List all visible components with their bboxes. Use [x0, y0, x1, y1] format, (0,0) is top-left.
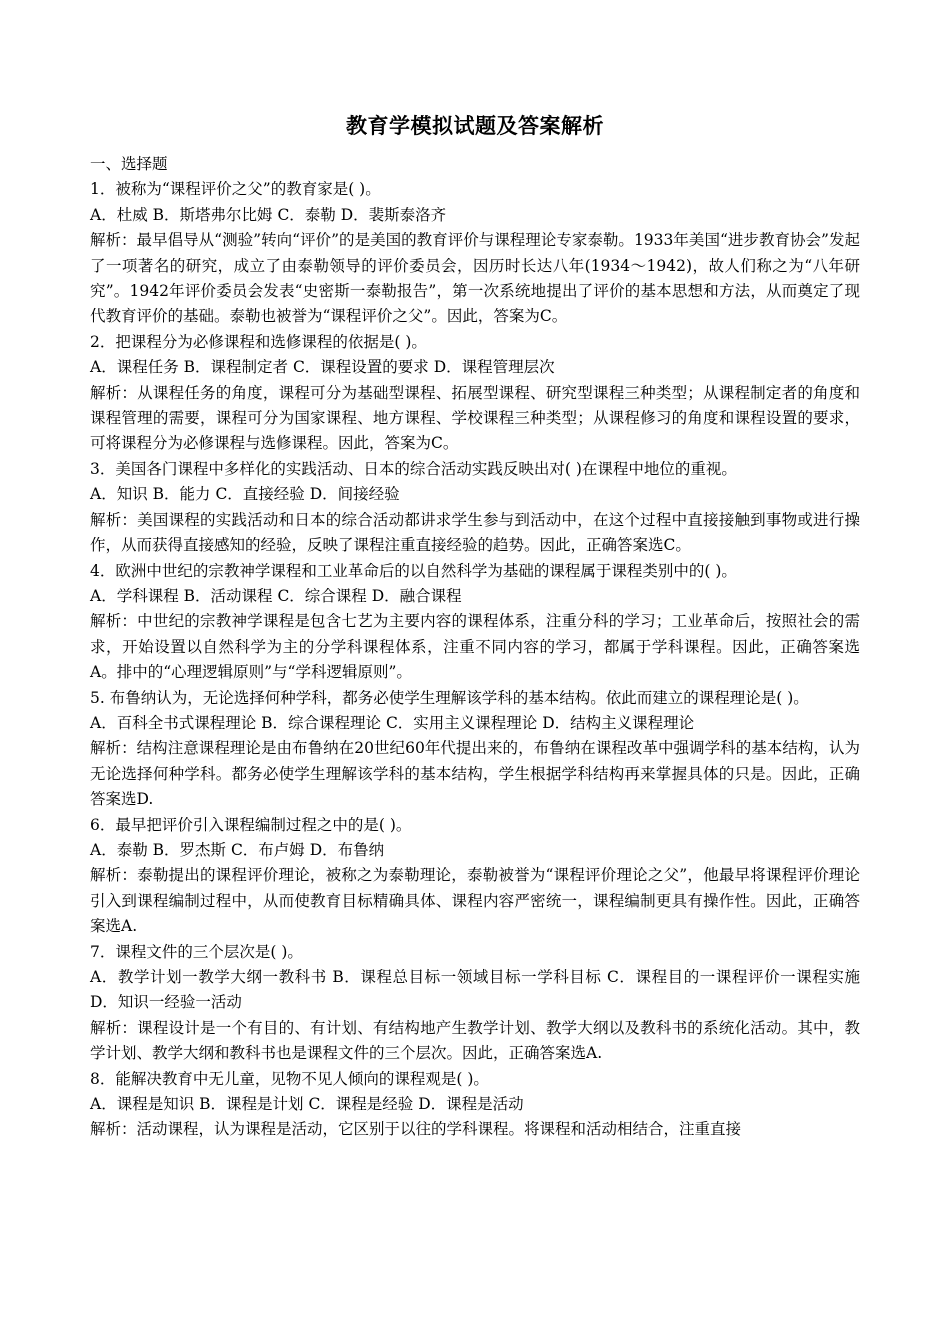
section-heading: 一、选择题: [90, 155, 168, 173]
question-block: [90, 457, 860, 559]
question-analysis: 解析：最早倡导从“测验”转向“评价”的是美国的教育评价与课程理论专家泰勒。1933年美国“进步教育协会”发起了一项著名的研究，成立了由泰勒领导的评价委员会，因历时长达八年(1934～1942)，故人们称之为“八年研究”。1942年评价委员会发表“史密斯一泰勒报告”，第一次系统地提出了评价的基本思想和方法，从而奠定了现代教育评价的基础。泰勒也被誉为“课程评价之父”。因此，答案为C。: [90, 231, 860, 326]
question-text: 5. 布鲁纳认为，无论选择何种学科，都务必使学生理解该学科的基本结构。依此而建立的课程理论是( )。: [90, 688, 809, 707]
question-list: [90, 177, 860, 1142]
question-options: A．课程任务 B．课程制定者 C．课程设置的要求 D．课程管理层次: [90, 358, 555, 377]
question-text: 3．美国各门课程中多样化的实践活动、日本的综合活动实践反映出对( )在课程中地位的重视。: [90, 459, 737, 478]
question-text: 1．被称为“课程评价之父”的教育家是( )。: [90, 180, 381, 199]
question-options: A．知识 B．能力 C．直接经验 D．间接经验: [90, 485, 400, 504]
question-options: A．学科课程 B．活动课程 C．综合课程 D．融合课程: [90, 586, 462, 605]
page-title: 教育学模拟试题及答案解析: [346, 114, 604, 138]
question-text: 8．能解决教育中无儿童，见物不见人倾向的课程观是( )。: [90, 1069, 489, 1088]
question-options: A．杜威 B．斯塔弗尔比姆 C．泰勒 D．裴斯泰洛齐: [90, 205, 447, 224]
question-analysis: 解析：中世纪的宗教神学课程是包含七艺为主要内容的课程体系，注重分科的学习；工业革命后，按照社会的需求，开始设置以自然科学为主的分学科课程体系，注重不同内容的学习，都属于学科课程。因此，正确答案选A。排中的“心理逻辑原则”与“学科逻辑原则”。: [90, 612, 860, 682]
question-block: [90, 813, 860, 940]
question-analysis: 解析：课程设计是一个有目的、有计划、有结构地产生教学计划、教学大纲以及教科书的系统化活动。其中，教学计划、教学大纲和教科书也是课程文件的三个层次。因此，正确答案选A.: [90, 1018, 860, 1063]
question-analysis: 解析：活动课程，认为课程是活动，它区别于以往的学科课程。将课程和活动相结合，注重直接: [90, 1120, 742, 1139]
question-block: [90, 1067, 860, 1143]
question-options: A．百科全书式课程理论 B．综合课程理论 C．实用主义课程理论 D．结构主义课程理论: [90, 713, 695, 732]
question-text: 4．欧洲中世纪的宗教神学课程和工业革命后的以自然科学为基础的课程属于课程类别中的( )。: [90, 561, 737, 580]
question-options: A．泰勒 B．罗杰斯 C．布卢姆 D．布鲁纳: [90, 840, 385, 859]
question-block: [90, 330, 860, 457]
question-text: 6．最早把评价引入课程编制过程之中的是( )。: [90, 815, 412, 834]
question-block: [90, 177, 860, 329]
question-text: 7．课程文件的三个层次是( )。: [90, 942, 303, 961]
question-block: [90, 559, 860, 686]
question-analysis: 解析：从课程任务的角度，课程可分为基础型课程、拓展型课程、研究型课程三种类型；从课程制定者的角度和课程管理的需要，课程可分为国家课程、地方课程、学校课程三种类型；从课程修习的角度和课程设置的要求，可将课程分为必修课程与选修课程。因此，答案为C。: [90, 383, 860, 453]
question-block: [90, 686, 860, 813]
question-analysis: 解析：泰勒提出的课程评价理论，被称之为泰勒理论，泰勒被誉为“课程评价理论之父”，他最早将课程评价理论引入到课程编制过程中，从而使教育目标精确具体、课程内容严密统一，课程编制更具有操作性。因此，正确答案选A.: [90, 866, 860, 936]
document-page: [90, 112, 860, 1143]
question-options: A．教学计划一教学大纲一教科书 B．课程总目标一领域目标一学科目标 C．课程目的一课程评价一课程实施 D．知识一经验一活动: [90, 968, 860, 1012]
question-analysis: 解析：美国课程的实践活动和日本的综合活动都讲求学生参与到活动中，在这个过程中直接接触到事物或进行操作，从而获得直接感知的经验，反映了课程注重直接经验的趋势。因此，正确答案选C。: [90, 510, 860, 555]
question-options: A．课程是知识 B．课程是计划 C．课程是经验 D．课程是活动: [90, 1095, 524, 1114]
question-analysis: 解析：结构注意课程理论是由布鲁纳在20世纪60年代提出来的，布鲁纳在课程改革中强调学科的基本结构，认为无论选择何种学科。都务必使学生理解该学科的基本结构，学生根据学科结构再来掌握具体的只是。因此，正确答案选D.: [90, 739, 860, 809]
question-block: [90, 940, 860, 1067]
question-text: 2．把课程分为必修课程和选修课程的依据是( )。: [90, 332, 427, 351]
